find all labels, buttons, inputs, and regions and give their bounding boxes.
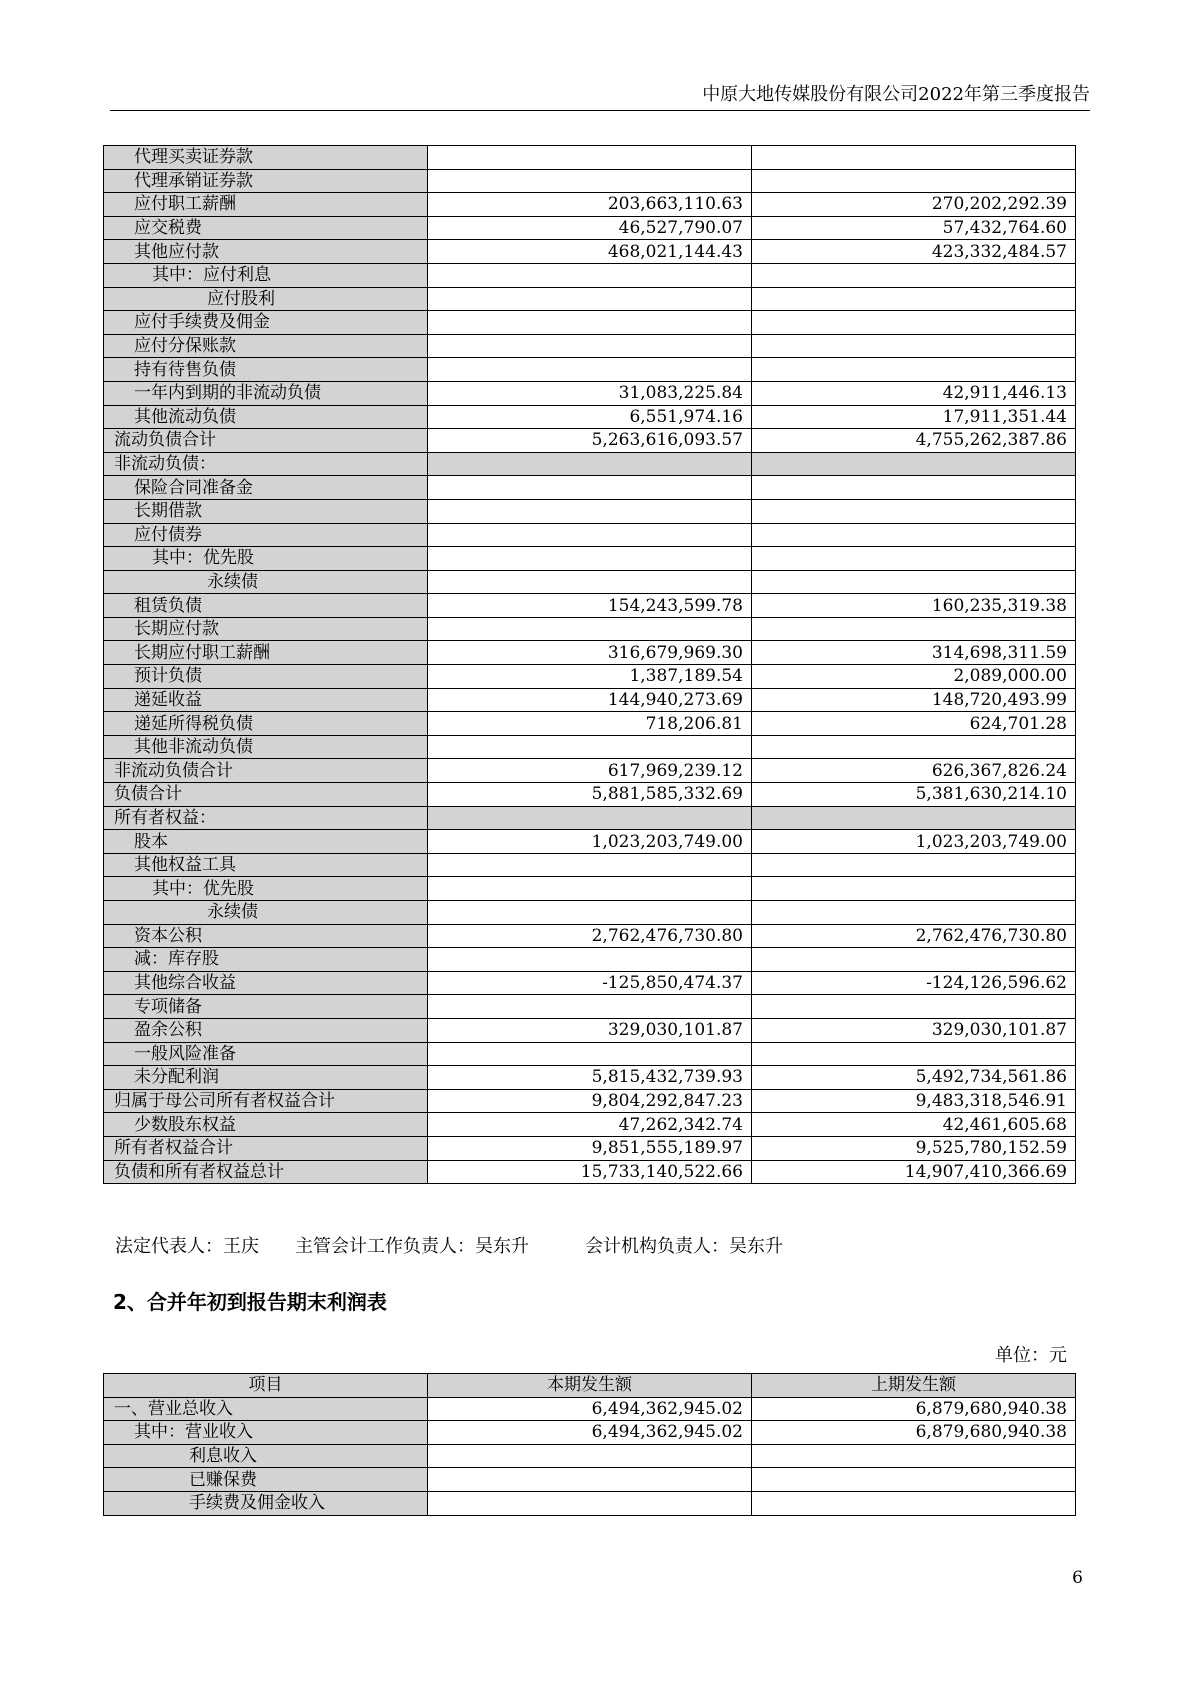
- current-period-value: 6,494,362,945.02: [428, 1421, 752, 1445]
- prior-period-value: [752, 287, 1076, 311]
- header-prior: 上期发生额: [752, 1374, 1076, 1398]
- table-row: [104, 1397, 1076, 1421]
- prior-period-value: 148,720,493.99: [752, 688, 1076, 712]
- current-period-value: [428, 617, 752, 641]
- current-period-value: [428, 334, 752, 358]
- prior-period-value: 4,755,262,387.86: [752, 429, 1076, 453]
- row-label: 应付职工薪酬: [104, 193, 428, 217]
- current-period-value: 9,851,555,189.97: [428, 1136, 752, 1160]
- row-label: 持有待售负债: [104, 358, 428, 382]
- table-row: [104, 169, 1076, 193]
- prior-period-value: 9,525,780,152.59: [752, 1136, 1076, 1160]
- current-period-value: 468,021,144.43: [428, 240, 752, 264]
- current-period-value: [428, 452, 752, 476]
- table-row: [104, 240, 1076, 264]
- current-period-value: -125,850,474.37: [428, 971, 752, 995]
- table-row: [104, 405, 1076, 429]
- current-period-value: [428, 570, 752, 594]
- current-period-value: [428, 735, 752, 759]
- prior-period-value: [752, 1444, 1076, 1468]
- row-label: 预计负债: [104, 665, 428, 689]
- prior-period-value: [752, 1468, 1076, 1492]
- row-label: 手续费及佣金收入: [104, 1491, 428, 1515]
- row-label: 应付债券: [104, 523, 428, 547]
- table-row: [104, 712, 1076, 736]
- row-label: 盈余公积: [104, 1018, 428, 1042]
- table-row: [104, 759, 1076, 783]
- current-period-value: [428, 146, 752, 170]
- row-label: 其他非流动负债: [104, 735, 428, 759]
- current-period-value: 617,969,239.12: [428, 759, 752, 783]
- current-period-value: 316,679,969.30: [428, 641, 752, 665]
- table-row: [104, 193, 1076, 217]
- table-row: [104, 665, 1076, 689]
- table-row: [104, 971, 1076, 995]
- table-row: [104, 1113, 1076, 1137]
- prior-period-value: 57,432,764.60: [752, 216, 1076, 240]
- prior-period-value: 423,332,484.57: [752, 240, 1076, 264]
- prior-period-value: [752, 570, 1076, 594]
- row-label: 一年内到期的非流动负债: [104, 381, 428, 405]
- table-row: [104, 1136, 1076, 1160]
- current-period-value: 718,206.81: [428, 712, 752, 736]
- current-period-value: 31,083,225.84: [428, 381, 752, 405]
- prior-period-value: 9,483,318,546.91: [752, 1089, 1076, 1113]
- unit-label: 单位：元: [995, 1345, 1067, 1366]
- table-header-row: [104, 1374, 1076, 1398]
- table-row: [104, 901, 1076, 925]
- current-period-value: [428, 1042, 752, 1066]
- row-label: 其他流动负债: [104, 405, 428, 429]
- table-row: [104, 617, 1076, 641]
- current-period-value: 6,494,362,945.02: [428, 1397, 752, 1421]
- row-label: 一、营业总收入: [104, 1397, 428, 1421]
- row-label: 一般风险准备: [104, 1042, 428, 1066]
- table-row: [104, 948, 1076, 972]
- prior-period-value: [752, 452, 1076, 476]
- current-period-value: 144,940,273.69: [428, 688, 752, 712]
- accounting-head: 主管会计工作负责人：吴东升: [295, 1236, 529, 1257]
- current-period-value: 6,551,974.16: [428, 405, 752, 429]
- row-label: 未分配利润: [104, 1066, 428, 1090]
- prior-period-value: 14,907,410,366.69: [752, 1160, 1076, 1184]
- prior-period-value: [752, 806, 1076, 830]
- current-period-value: 203,663,110.63: [428, 193, 752, 217]
- prior-period-value: [752, 334, 1076, 358]
- report-header-title: 中原大地传媒股份有限公司2022年第三季度报告: [702, 84, 1090, 105]
- table-row: [104, 1042, 1076, 1066]
- current-period-value: [428, 523, 752, 547]
- current-period-value: [428, 311, 752, 335]
- table-row: [104, 688, 1076, 712]
- row-label: 其中：应付利息: [104, 263, 428, 287]
- row-label: 专项储备: [104, 995, 428, 1019]
- current-period-value: [428, 1491, 752, 1515]
- current-period-value: [428, 995, 752, 1019]
- prior-period-value: [752, 617, 1076, 641]
- prior-period-value: 6,879,680,940.38: [752, 1421, 1076, 1445]
- table-row: [104, 1468, 1076, 1492]
- current-period-value: 15,733,140,522.66: [428, 1160, 752, 1184]
- row-label: 租赁负债: [104, 594, 428, 618]
- row-label: 其他综合收益: [104, 971, 428, 995]
- row-label: 资本公积: [104, 924, 428, 948]
- row-label: 长期借款: [104, 499, 428, 523]
- current-period-value: 9,804,292,847.23: [428, 1089, 752, 1113]
- prior-period-value: -124,126,596.62: [752, 971, 1076, 995]
- row-label: 减：库存股: [104, 948, 428, 972]
- accounting-org-head: 会计机构负责人：吴东升: [585, 1236, 783, 1257]
- table-row: [104, 641, 1076, 665]
- table-row: [104, 429, 1076, 453]
- prior-period-value: 329,030,101.87: [752, 1018, 1076, 1042]
- page-number: 6: [1072, 1568, 1083, 1588]
- prior-period-value: 5,381,630,214.10: [752, 783, 1076, 807]
- prior-period-value: 2,089,000.00: [752, 665, 1076, 689]
- table-row: [104, 146, 1076, 170]
- table-row: [104, 358, 1076, 382]
- prior-period-value: [752, 499, 1076, 523]
- table-row: [104, 1491, 1076, 1515]
- prior-period-value: 6,879,680,940.38: [752, 1397, 1076, 1421]
- table-row: [104, 735, 1076, 759]
- current-period-value: [428, 547, 752, 571]
- table-row: [104, 287, 1076, 311]
- prior-period-value: 42,461,605.68: [752, 1113, 1076, 1137]
- current-period-value: 1,387,189.54: [428, 665, 752, 689]
- row-label: 其中：优先股: [104, 877, 428, 901]
- prior-period-value: 626,367,826.24: [752, 759, 1076, 783]
- current-period-value: 154,243,599.78: [428, 594, 752, 618]
- row-label: 永续债: [104, 901, 428, 925]
- prior-period-value: [752, 263, 1076, 287]
- prior-period-value: [752, 476, 1076, 500]
- current-period-value: [428, 901, 752, 925]
- row-label: 代理承销证券款: [104, 169, 428, 193]
- balance-sheet-table: [103, 145, 1076, 1184]
- row-label: 递延所得税负债: [104, 712, 428, 736]
- prior-period-value: [752, 901, 1076, 925]
- header-divider: [110, 110, 1090, 111]
- prior-period-value: 160,235,319.38: [752, 594, 1076, 618]
- legal-representative: 法定代表人：王庆: [115, 1236, 259, 1257]
- table-row: [104, 877, 1076, 901]
- table-row: [104, 1089, 1076, 1113]
- prior-period-value: [752, 995, 1076, 1019]
- row-label: 永续债: [104, 570, 428, 594]
- current-period-value: 1,023,203,749.00: [428, 830, 752, 854]
- current-period-value: 5,815,432,739.93: [428, 1066, 752, 1090]
- table-row: [104, 311, 1076, 335]
- row-label: 流动负债合计: [104, 429, 428, 453]
- table-row: [104, 263, 1076, 287]
- row-label: 应付分保账款: [104, 334, 428, 358]
- row-label: 利息收入: [104, 1444, 428, 1468]
- prior-period-value: 17,911,351.44: [752, 405, 1076, 429]
- row-label: 所有者权益：: [104, 806, 428, 830]
- signatures-line: [115, 1236, 783, 1258]
- row-label: 股本: [104, 830, 428, 854]
- table-row: [104, 476, 1076, 500]
- table-row: [104, 334, 1076, 358]
- current-period-value: [428, 499, 752, 523]
- prior-period-value: 270,202,292.39: [752, 193, 1076, 217]
- table-row: [104, 806, 1076, 830]
- row-label: 少数股东权益: [104, 1113, 428, 1137]
- current-period-value: 5,881,585,332.69: [428, 783, 752, 807]
- table-row: [104, 499, 1076, 523]
- current-period-value: [428, 806, 752, 830]
- table-row: [104, 853, 1076, 877]
- current-period-value: 46,527,790.07: [428, 216, 752, 240]
- table-row: [104, 1421, 1076, 1445]
- prior-period-value: 624,701.28: [752, 712, 1076, 736]
- row-label: 归属于母公司所有者权益合计: [104, 1089, 428, 1113]
- row-label: 所有者权益合计: [104, 1136, 428, 1160]
- prior-period-value: [752, 358, 1076, 382]
- prior-period-value: [752, 146, 1076, 170]
- prior-period-value: [752, 1042, 1076, 1066]
- table-row: [104, 924, 1076, 948]
- income-statement-table: [103, 1373, 1076, 1516]
- header-current: 本期发生额: [428, 1374, 752, 1398]
- table-row: [104, 594, 1076, 618]
- prior-period-value: [752, 523, 1076, 547]
- row-label: 其中：营业收入: [104, 1421, 428, 1445]
- row-label: 非流动负债：: [104, 452, 428, 476]
- current-period-value: [428, 1444, 752, 1468]
- table-row: [104, 381, 1076, 405]
- table-row: [104, 1066, 1076, 1090]
- header-item: 项目: [104, 1374, 428, 1398]
- prior-period-value: [752, 853, 1076, 877]
- table-row: [104, 547, 1076, 571]
- table-row: [104, 1444, 1076, 1468]
- table-row: [104, 452, 1076, 476]
- current-period-value: [428, 476, 752, 500]
- prior-period-value: 42,911,446.13: [752, 381, 1076, 405]
- row-label: 应付手续费及佣金: [104, 311, 428, 335]
- row-label: 应付股利: [104, 287, 428, 311]
- current-period-value: [428, 877, 752, 901]
- row-label: 递延收益: [104, 688, 428, 712]
- current-period-value: 5,263,616,093.57: [428, 429, 752, 453]
- current-period-value: 329,030,101.87: [428, 1018, 752, 1042]
- table-row: [104, 216, 1076, 240]
- table-row: [104, 523, 1076, 547]
- row-label: 其中：优先股: [104, 547, 428, 571]
- prior-period-value: 1,023,203,749.00: [752, 830, 1076, 854]
- current-period-value: [428, 169, 752, 193]
- table-row: [104, 570, 1076, 594]
- row-label: 代理买卖证券款: [104, 146, 428, 170]
- row-label: 其他权益工具: [104, 853, 428, 877]
- prior-period-value: [752, 1491, 1076, 1515]
- prior-period-value: [752, 877, 1076, 901]
- prior-period-value: [752, 948, 1076, 972]
- current-period-value: [428, 263, 752, 287]
- row-label: 应交税费: [104, 216, 428, 240]
- current-period-value: 47,262,342.74: [428, 1113, 752, 1137]
- row-label: 已赚保费: [104, 1468, 428, 1492]
- prior-period-value: [752, 735, 1076, 759]
- income-statement-title: 2、合并年初到报告期末利润表: [113, 1290, 387, 1314]
- table-row: [104, 995, 1076, 1019]
- prior-period-value: [752, 547, 1076, 571]
- prior-period-value: 314,698,311.59: [752, 641, 1076, 665]
- table-row: [104, 1160, 1076, 1184]
- row-label: 保险合同准备金: [104, 476, 428, 500]
- prior-period-value: [752, 169, 1076, 193]
- prior-period-value: 5,492,734,561.86: [752, 1066, 1076, 1090]
- prior-period-value: [752, 311, 1076, 335]
- row-label: 长期应付职工薪酬: [104, 641, 428, 665]
- current-period-value: [428, 948, 752, 972]
- current-period-value: [428, 1468, 752, 1492]
- current-period-value: [428, 853, 752, 877]
- table-row: [104, 1018, 1076, 1042]
- current-period-value: 2,762,476,730.80: [428, 924, 752, 948]
- row-label: 长期应付款: [104, 617, 428, 641]
- table-row: [104, 830, 1076, 854]
- current-period-value: [428, 287, 752, 311]
- row-label: 其他应付款: [104, 240, 428, 264]
- row-label: 负债和所有者权益总计: [104, 1160, 428, 1184]
- row-label: 负债合计: [104, 783, 428, 807]
- row-label: 非流动负债合计: [104, 759, 428, 783]
- table-row: [104, 783, 1076, 807]
- prior-period-value: 2,762,476,730.80: [752, 924, 1076, 948]
- current-period-value: [428, 358, 752, 382]
